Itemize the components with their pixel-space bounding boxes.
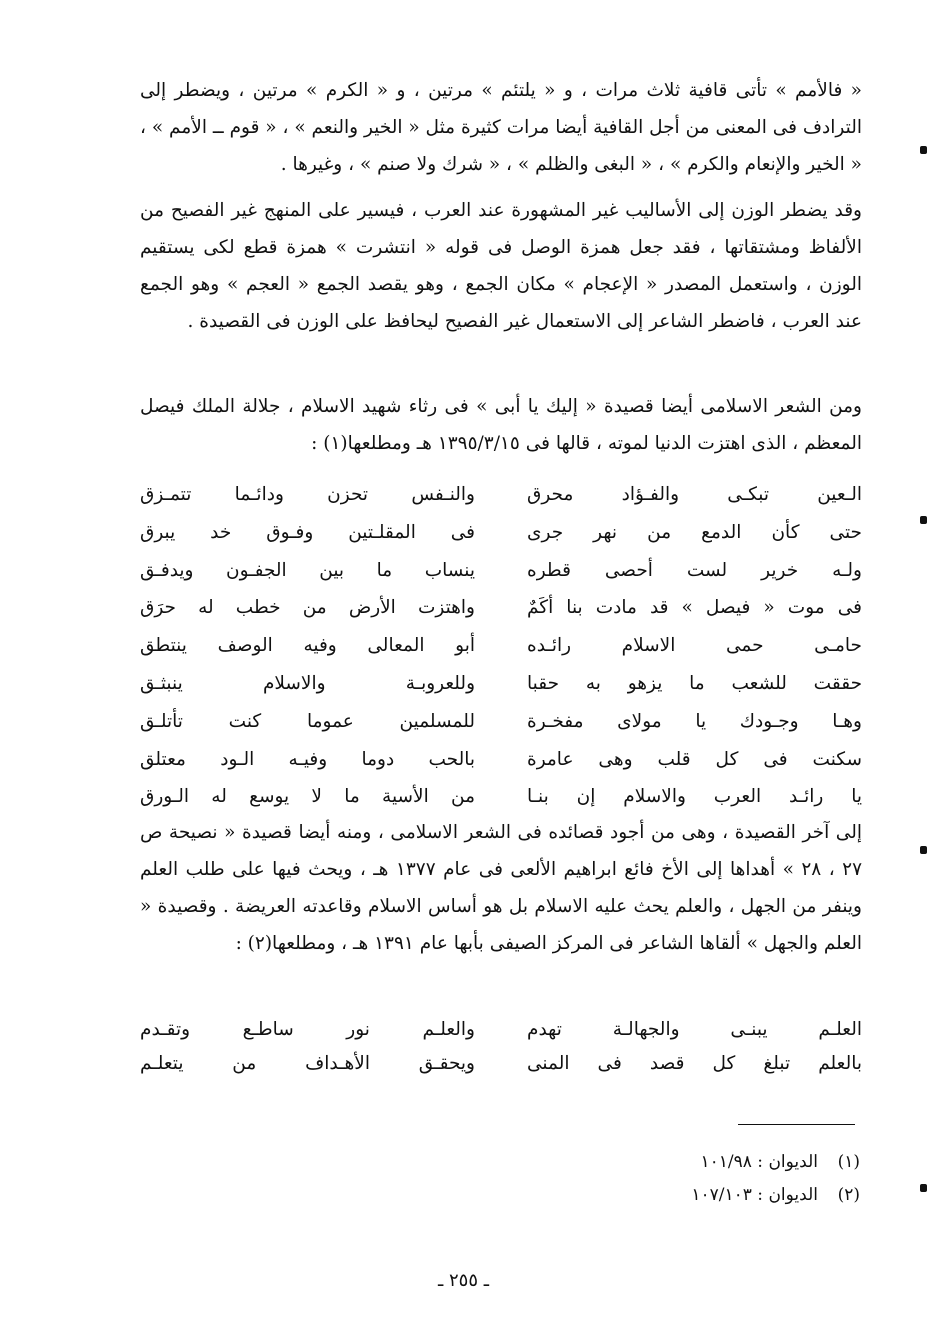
- paragraph-other-poems: إلى آخر القصيدة ، وهى من أجود قصائده فى الشعر الاسلامى ، ومنه أيضا قصيدة « نصيحة ص ٢٧ ، ٢٨ » أهداها إلى الأخ فائع ابراهيم الألعى فى عام ١٣٧٧ هـ ، ويحث فيها على طلب العلم وينفر من الجهل ، والعلم يحث عليه الاسلام بل هو أساس الاسلام وقاعدته العريضة . وقصيدة « العلم والجهل » ألقاها الشاعر فى المركز الصيفى بأبها عام ١٣٩١ هـ ، ومطلعها(٢) :: [140, 822, 863, 954]
- second-hemistich: والنـفس تحزن ودائـما تتمـزق: [140, 484, 475, 505]
- first-hemistich: بالعلم تبلغ كل قصد فى المنى: [527, 1053, 862, 1074]
- footnote-number: (١): [837, 1152, 860, 1172]
- first-hemistich: حققت للشعب ما يزهو به حقبا: [527, 672, 862, 694]
- second-hemistich: ويحقـق الأهـداف من يتعلـم: [140, 1053, 475, 1074]
- scan-edge-mark: [920, 146, 927, 154]
- scan-edge-mark: [920, 516, 927, 524]
- footnotes: [560, 1146, 860, 1212]
- second-hemistich: واهتزت الأرض من خطب له حرَق: [140, 597, 475, 619]
- second-hemistich: بالحب دوما وفيـه الـود معتلق: [140, 748, 475, 770]
- second-hemistich: ينساب ما بين الجفـون ويدفـق: [140, 559, 475, 581]
- footnote: [560, 1146, 860, 1179]
- second-hemistich: وللعروبـة والاسلام ينبثـق: [140, 672, 475, 694]
- footnote: [560, 1179, 860, 1212]
- paragraph-rhyme-repetition: « فالأمم » تأتى قافية ثلاث مرات ، و « يلتئم » مرتين ، و « الكرم » مرتين ، ويضطر إلى الترادف فى المعنى من أجل القافية أيضا مرات كثيرة مثل « الخير والنعم » ، « قوم ــ الأمم » ، « الخير والإنعام والكرم » ، « البغى والظلم » ، « شرك ولا صنم » ، وغيرها .: [140, 80, 862, 175]
- first-hemistich: العلـم يبنـى والجهالـة تهدم: [527, 1019, 862, 1040]
- scan-edge-mark: [920, 1184, 927, 1192]
- paragraph-meter-constraints: وقد يضطر الوزن إلى الأساليب غير المشهورة عند العرب ، فيسير على المنهج غير الفصيح من الألفاظ ومشتقاتها ، فقد جعل همزة الوصل فى قوله « انتشرت » همزة قطع لكى يستقيم الوزن ، واستعمل المصدر « الإعجام » مكان الجمع ، وهو يقصد الجمع « العجم » وهو الجمع عند العرب ، فاضطر الشاعر إلى الاستعمال غير الفصيح ليحافظ على الوزن فى القصيدة .: [140, 200, 862, 332]
- first-hemistich: فى موت « فيصل » قد مادت بنا أكَمٌ: [527, 597, 862, 619]
- knowledge-poem: [140, 1013, 862, 1081]
- first-hemistich: وهـا وجـودك يا مولاى مفخـرة: [527, 710, 862, 732]
- poem-verse: [140, 1047, 862, 1081]
- poem-verse: [140, 741, 862, 779]
- footnote-text: الديوان : ١٠١/٩٨: [700, 1152, 818, 1172]
- poem-verse: [140, 1013, 862, 1047]
- poem-verse: [140, 514, 862, 552]
- first-hemistich: يا رائـد العرب والاسلام إن بنـا: [527, 786, 862, 808]
- first-hemistich: ولـه خرير لست أحصى قطره: [527, 559, 862, 581]
- scan-edge-mark: [920, 846, 927, 854]
- poem-verse: [140, 476, 862, 514]
- poem-verse: [140, 703, 862, 741]
- elegy-poem: [140, 476, 862, 816]
- second-hemistich: للمسلمين عموما كنت تأتلـق: [140, 710, 475, 732]
- first-hemistich: سكنت فى كل قلب وهى عامرة: [527, 748, 862, 770]
- footnote-divider: [738, 1124, 855, 1125]
- footnote-number: (٢): [837, 1185, 860, 1205]
- page-number: ـ ٢٥٥ ـ: [437, 1270, 489, 1291]
- second-hemistich: والعلـم نور ساطـع وتقـدم: [140, 1019, 475, 1040]
- first-hemistich: الـعين تبكـى والفـؤاد محرق: [527, 484, 862, 505]
- first-hemistich: حتى كأن الدمع من نهر جرى: [527, 521, 862, 543]
- poem-verse: [140, 589, 862, 627]
- footnote-text: الديوان : ١٠٧/١٠٣: [691, 1185, 818, 1205]
- second-hemistich: أبو المعالى وفيه الوصف ينتطق: [140, 635, 475, 657]
- poem-verse: [140, 627, 862, 665]
- poem-verse: [140, 552, 862, 590]
- poem-verse: [140, 665, 862, 703]
- poem-verse: [140, 778, 862, 816]
- second-hemistich: فى المقلـتين وفـوق خد يبرق: [140, 521, 475, 543]
- second-hemistich: من الأسية ما لا يوسع له الـورق: [140, 786, 475, 808]
- paragraph-elegy-intro: ومن الشعر الاسلامى أيضا قصيدة « إليك يا أبى » فى رثاء شهيد الاسلام ، جلالة الملك فيصل المعظم ، الذى اهتزت الدنيا لموته ، قالها فى ١٣٩٥/٣/١٥ هـ ومطلعها(١) :: [140, 396, 862, 454]
- first-hemistich: حامـى حمى الاسلام رائـده: [527, 635, 862, 657]
